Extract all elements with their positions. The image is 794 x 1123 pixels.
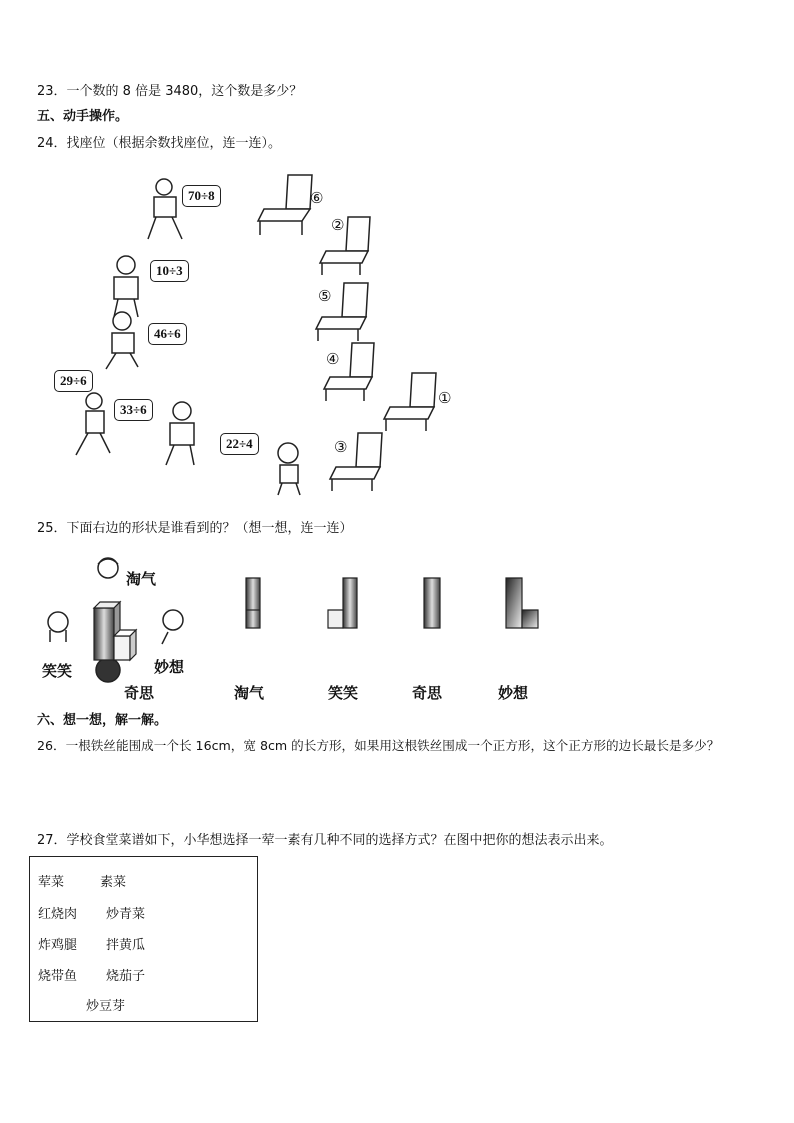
view-shapes [246, 578, 538, 628]
menu-veg-2: 拌黄瓜 [106, 938, 146, 953]
menu-meat-3: 烧带鱼 [38, 969, 78, 984]
view-label-3: 奇思 [412, 684, 443, 702]
seat-number-3: ⑤ [318, 287, 332, 305]
person-taoqi-head [98, 558, 118, 578]
view-shape-2 [328, 578, 357, 628]
person-label-xiaoxiao: 笑笑 [42, 662, 73, 680]
view-label-4: 妙想 [498, 684, 529, 702]
view-label-1: 淘气 [234, 684, 265, 702]
seat-number-2: ② [331, 216, 345, 234]
chairs [40, 165, 480, 500]
chair-2 [320, 217, 370, 275]
chair-1 [258, 175, 312, 235]
menu-header-meat: 荤菜 [38, 875, 65, 890]
view-shape-4 [506, 578, 538, 628]
person-xiaoxiao-head [48, 612, 68, 642]
person-qisi-head [96, 658, 120, 682]
q26-text: 26．一根铁丝能围成一个长 16cm，宽 8cm 的长方形，如果用这根铁丝围成一个正方形，这个正方形的边长最长是多少？ [37, 738, 720, 753]
seat-number-6: ③ [334, 438, 348, 456]
q24-illustration [40, 165, 480, 500]
menu-veg-1: 炒青菜 [106, 907, 146, 922]
view-label-2: 笑笑 [328, 684, 359, 702]
view-shape-3 [424, 578, 440, 628]
section5-heading: 五、动手操作。 [37, 109, 129, 124]
person-label-qisi: 奇思 [124, 684, 155, 702]
menu-veg-3: 烧茄子 [106, 969, 146, 984]
person-label-taoqi: 淘气 [126, 570, 157, 588]
menu-table [29, 856, 258, 1022]
expr-bubble-1: 70÷8 [182, 185, 221, 207]
seat-number-5: ① [438, 389, 452, 407]
menu-header-veg: 素菜 [100, 875, 127, 890]
menu-veg-4: 炒豆芽 [86, 999, 126, 1014]
q23-text: 23．一个数的 8 倍是 3480，这个数是多少？ [37, 84, 303, 99]
expr-bubble-6: 22÷4 [220, 433, 259, 455]
expr-bubble-5: 33÷6 [114, 399, 153, 421]
seat-number-1: ⑥ [310, 189, 324, 207]
expr-bubble-4: 29÷6 [54, 370, 93, 392]
menu-meat-2: 炸鸡腿 [38, 938, 78, 953]
menu-meat-1: 红烧肉 [38, 907, 78, 922]
person-label-miaoxiang: 妙想 [154, 658, 185, 676]
q25-scene-drawing [38, 550, 558, 705]
chair-5 [384, 373, 436, 431]
expr-bubble-3: 46÷6 [148, 323, 187, 345]
seat-number-4: ④ [326, 350, 340, 368]
person-miaoxiang-head [162, 610, 183, 644]
blocks-3d [94, 602, 136, 660]
q24-text: 24．找座位（根据余数找座位，连一连）。 [37, 136, 282, 151]
section6-heading: 六、想一想，解一解。 [37, 713, 168, 728]
view-shape-1 [246, 578, 260, 628]
q27-text: 27．学校食堂菜谱如下，小华想选择一荤一素有几种不同的选择方式？在图中把你的想法表示出来。 [37, 833, 613, 848]
q25-text: 25．下面右边的形状是谁看到的？（想一想，连一连） [37, 521, 353, 536]
expr-bubble-2: 10÷3 [150, 260, 189, 282]
q25-illustration [38, 550, 558, 705]
